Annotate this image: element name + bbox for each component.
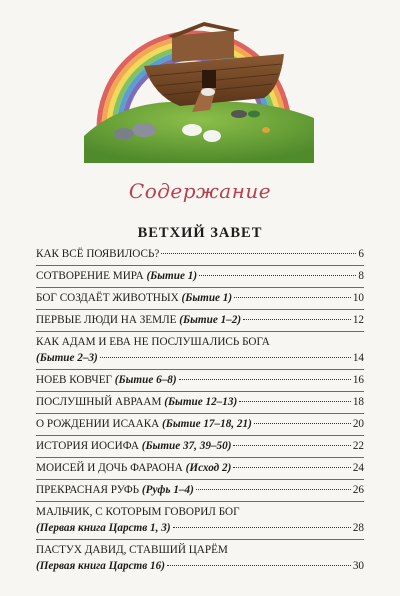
toc-entry-reference: (Бытие 17–18, 21) bbox=[162, 418, 252, 430]
leader-dots bbox=[233, 445, 350, 446]
divider bbox=[36, 265, 364, 266]
toc-entry-reference: (Исход 2) bbox=[185, 462, 232, 474]
divider bbox=[36, 391, 364, 392]
leader-dots bbox=[196, 489, 351, 490]
toc-entry[interactable] bbox=[36, 290, 364, 306]
toc-entry-page: 18 bbox=[352, 396, 364, 408]
toc-entry[interactable] bbox=[36, 372, 364, 388]
toc-entry[interactable] bbox=[36, 394, 364, 410]
toc-entry-page: 10 bbox=[352, 292, 364, 304]
toc-entry-page: 20 bbox=[352, 418, 364, 430]
toc-entry-page: 16 bbox=[352, 374, 364, 386]
leader-dots bbox=[199, 275, 356, 276]
leader-dots bbox=[100, 357, 351, 358]
divider bbox=[36, 369, 364, 370]
divider bbox=[36, 457, 364, 458]
sheep bbox=[203, 130, 221, 142]
section-heading: ВЕТХИЙ ЗАВЕТ bbox=[137, 225, 263, 241]
toc-entry[interactable] bbox=[36, 438, 364, 454]
animal bbox=[114, 128, 134, 140]
toc-entry[interactable] bbox=[36, 460, 364, 476]
toc-entry-reference: (Бытие 2–3) bbox=[36, 352, 98, 364]
leader-dots bbox=[233, 467, 350, 468]
table-of-contents bbox=[36, 246, 364, 574]
divider bbox=[36, 435, 364, 436]
leader-dots bbox=[234, 297, 351, 298]
toc-entry-page: 8 bbox=[358, 270, 364, 282]
leader-dots bbox=[161, 253, 356, 254]
animal bbox=[231, 110, 247, 118]
toc-entry-page: 28 bbox=[352, 522, 364, 534]
toc-entry-title: МОИСЕЙ И ДОЧЬ ФАРАОНА (Исход 2) bbox=[36, 462, 232, 474]
divider bbox=[36, 413, 364, 414]
toc-entry-title: ПРЕКРАСНАЯ РУФЬ (Руфь 1–4) bbox=[36, 484, 194, 496]
toc-entry-title: СОТВОРЕНИЕ МИРА (Бытие 1) bbox=[36, 270, 198, 282]
divider bbox=[36, 501, 364, 502]
leader-dots bbox=[179, 379, 351, 380]
toc-entry-page: 26 bbox=[352, 484, 364, 496]
leader-dots bbox=[173, 527, 351, 528]
page-title: Содержание bbox=[128, 179, 272, 203]
leader-dots bbox=[243, 319, 351, 320]
toc-entry-reference: (Бытие 1) bbox=[146, 270, 198, 282]
toc-entry-reference: (Бытие 37, 39–50) bbox=[141, 440, 232, 452]
toc-entry-title: БОГ СОЗДАЁТ ЖИВОТНЫХ (Бытие 1) bbox=[36, 292, 233, 304]
toc-entry-title: ПАСТУХ ДАВИД, СТАВШИЙ ЦАРЁМ bbox=[36, 544, 228, 556]
toc-entry-title: ПЕРВЫЕ ЛЮДИ НА ЗЕМЛЕ (Бытие 1–2) bbox=[36, 314, 242, 326]
toc-entry-reference: (Первая книга Царств 1, 3) bbox=[36, 522, 171, 534]
toc-entry[interactable] bbox=[36, 542, 364, 574]
toc-entry-page: 12 bbox=[352, 314, 364, 326]
toc-entry-reference: (Первая книга Царств 16) bbox=[36, 560, 165, 572]
toc-entry-reference: (Бытие 12–13) bbox=[164, 396, 238, 408]
divider bbox=[36, 309, 364, 310]
noah-ark-illustration bbox=[84, 18, 314, 163]
toc-entry[interactable] bbox=[36, 416, 364, 432]
toc-entry-title: ИСТОРИЯ ИОСИФА (Бытие 37, 39–50) bbox=[36, 440, 232, 452]
divider bbox=[36, 287, 364, 288]
toc-entry-title: НОЕВ КОВЧЕГ (Бытие 6–8) bbox=[36, 374, 177, 386]
animal bbox=[262, 127, 270, 133]
divider bbox=[36, 479, 364, 480]
toc-entry-reference: (Бытие 1–2) bbox=[179, 314, 242, 326]
toc-entry-title: КАК АДАМ И ЕВА НЕ ПОСЛУШАЛИСЬ БОГА bbox=[36, 336, 270, 348]
toc-entry-page: 22 bbox=[352, 440, 364, 452]
toc-entry[interactable] bbox=[36, 334, 364, 366]
toc-entry[interactable] bbox=[36, 504, 364, 536]
toc-entry[interactable] bbox=[36, 246, 364, 262]
sheep bbox=[182, 124, 202, 136]
leader-dots bbox=[239, 401, 351, 402]
leader-dots bbox=[254, 423, 351, 424]
toc-entry-title: МАЛЬЧИК, С КОТОРЫМ ГОВОРИЛ БОГ bbox=[36, 506, 240, 518]
toc-entry-title: ПОСЛУШНЫЙ АВРААМ (Бытие 12–13) bbox=[36, 396, 238, 408]
toc-entry-reference: (Руфь 1–4) bbox=[141, 484, 194, 496]
toc-entry-title: О РОЖДЕНИИ ИСААКА (Бытие 17–18, 21) bbox=[36, 418, 252, 430]
toc-entry-page: 24 bbox=[352, 462, 364, 474]
toc-entry[interactable] bbox=[36, 268, 364, 284]
animal bbox=[201, 88, 215, 96]
divider bbox=[36, 539, 364, 540]
toc-entry[interactable] bbox=[36, 482, 364, 498]
toc-entry-page: 14 bbox=[352, 352, 364, 364]
toc-entry[interactable] bbox=[36, 312, 364, 328]
toc-entry-reference: (Бытие 6–8) bbox=[114, 374, 177, 386]
animal bbox=[132, 123, 156, 137]
divider bbox=[36, 331, 364, 332]
toc-entry-page: 30 bbox=[352, 560, 364, 572]
leader-dots bbox=[167, 565, 351, 566]
toc-entry-title: КАК ВСЁ ПОЯВИЛОСЬ? bbox=[36, 248, 160, 260]
toc-entry-page: 6 bbox=[358, 248, 364, 260]
toc-entry-reference: (Бытие 1) bbox=[181, 292, 233, 304]
animal bbox=[248, 111, 260, 118]
